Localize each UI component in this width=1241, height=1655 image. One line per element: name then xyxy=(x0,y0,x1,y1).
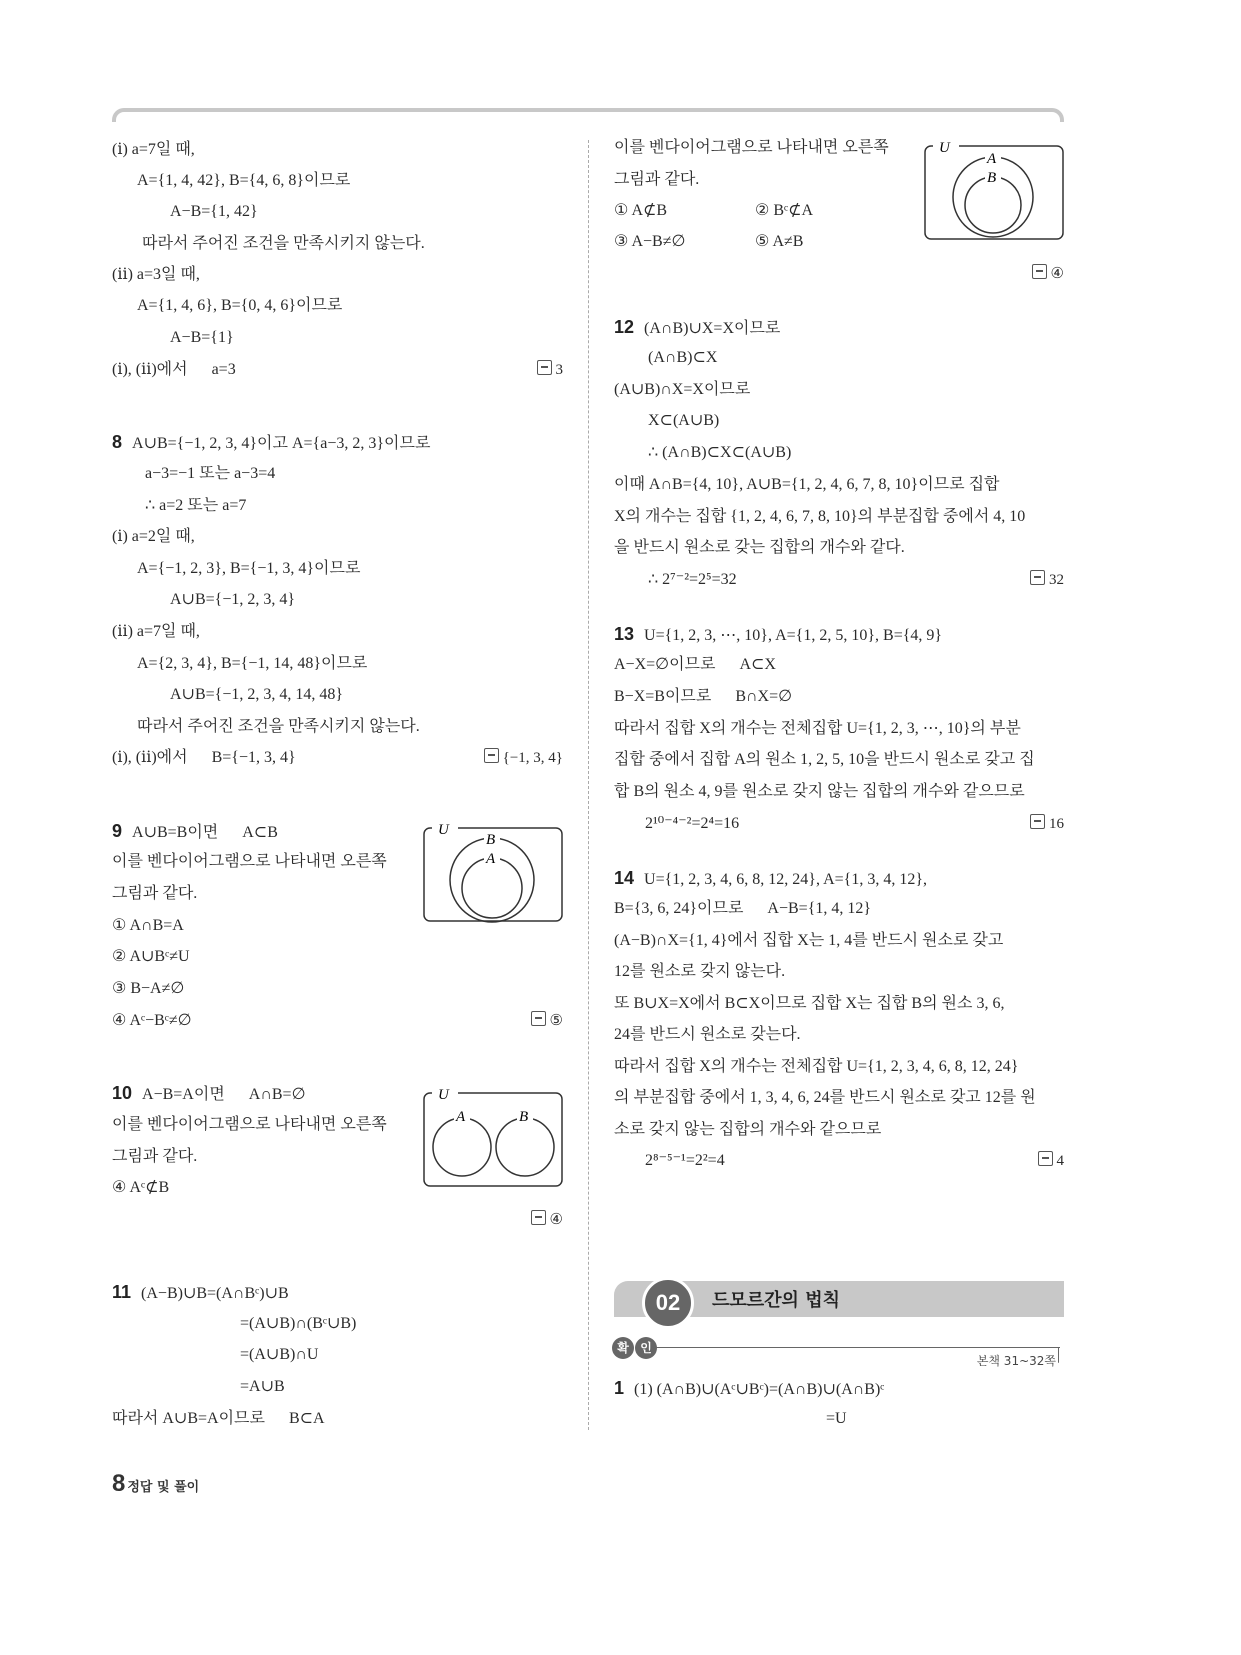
problem-number: 1 xyxy=(614,1378,625,1398)
check-divider xyxy=(656,1347,1060,1348)
text-line: A∪B={−1, 2, 3, 4, 14, 48} xyxy=(170,686,344,703)
text-line: =(A∪B)∩(Bᶜ∪B) xyxy=(240,1315,357,1332)
problem-number: 13 xyxy=(614,624,635,644)
section-title: 드모르간의 법칙 xyxy=(712,1290,840,1311)
text-line: 이를 벤다이어그램으로 나타내면 오른쪽 xyxy=(614,139,889,156)
text-line: 따라서 주어진 조건을 만족시키지 않는다. xyxy=(142,235,425,252)
textbook-page-reference: 본책 31~32쪽 xyxy=(976,1354,1056,1368)
answer-icon xyxy=(1032,264,1047,279)
answer-mark xyxy=(1030,814,1064,833)
problem-9-line xyxy=(112,821,278,843)
text-line: 따라서 집합 X의 개수는 전체집합 U={1, 2, 3, ⋯, 10}의 부분 xyxy=(614,720,1021,737)
text-line: 그림과 같다. xyxy=(112,1148,198,1165)
text-line: ② A∪Bᶜ≠U xyxy=(112,948,190,965)
text-line: 또 B∪X=X에서 B⊂X이므로 집합 X는 집합 B의 원소 3, 6, xyxy=(614,995,1005,1012)
text-line: 따라서 집합 X의 개수는 전체집합 U={1, 2, 3, 4, 6, 8, 12, 24} xyxy=(614,1058,1019,1075)
text-line: A−B={1, 42} xyxy=(170,203,258,220)
venn-label: A xyxy=(486,851,496,867)
text-line: A={2, 3, 4}, B={−1, 14, 48}이므로 xyxy=(137,655,368,672)
text: (A−B)∪B=(A∩Bᶜ)∪B xyxy=(141,1285,289,1302)
text-line: A−X=∅이므로 A⊂X xyxy=(614,656,776,673)
text-line: =A∪B xyxy=(240,1378,285,1395)
venn-label: B xyxy=(519,1109,529,1125)
answer-value: {−1, 3, 4} xyxy=(502,750,563,766)
answer-icon xyxy=(531,1210,546,1225)
venn-diagram-nested xyxy=(420,818,568,926)
answer-value: 16 xyxy=(1049,816,1064,832)
answer-mark xyxy=(531,1011,563,1030)
venn-label: A xyxy=(456,1109,466,1125)
text-line: ∴ (A∩B)⊂X⊂(A∪B) xyxy=(648,444,792,461)
text-line: ③ A−B≠∅ xyxy=(614,233,686,250)
answer-mark xyxy=(1032,264,1064,283)
text: A∪B={−1, 2, 3, 4}이고 A={a−3, 2, 3}이므로 xyxy=(132,435,431,452)
answer-mark xyxy=(1038,1151,1065,1170)
venn-label: B xyxy=(987,170,997,186)
answer-value: 32 xyxy=(1049,572,1064,588)
problem-number: 11 xyxy=(112,1282,132,1302)
answer-icon xyxy=(484,748,499,763)
text-line: 24를 반드시 원소로 갖는다. xyxy=(614,1026,801,1043)
problem-10-line xyxy=(112,1083,306,1105)
venn-diagram-disjoint xyxy=(420,1083,568,1191)
venn-label: U xyxy=(939,140,950,156)
text: U={1, 2, 3, ⋯, 10}, A={1, 2, 5, 10}, B={4, 9} xyxy=(644,627,943,644)
text-line: ② Bᶜ⊄A xyxy=(755,202,814,219)
answer-value: ⑤ xyxy=(549,1013,563,1029)
answer-value: 3 xyxy=(555,362,563,378)
text-line: ③ B−A≠∅ xyxy=(112,980,185,997)
venn-label: U xyxy=(438,1087,449,1103)
problem-13-line xyxy=(614,624,942,646)
text-line: 합 B의 원소 4, 9를 원소로 갖지 않는 집합의 개수와 같으므로 xyxy=(614,783,1025,800)
text-line: A={−1, 2, 3}, B={−1, 3, 4}이므로 xyxy=(137,560,361,577)
text-line: (A∪B)∩X=X이므로 xyxy=(614,381,751,398)
page-number: 8 xyxy=(112,1470,126,1497)
text-line: 그림과 같다. xyxy=(614,171,700,188)
problem-14-line xyxy=(614,868,927,890)
column-divider xyxy=(588,140,589,1430)
answer-icon xyxy=(1038,1151,1053,1166)
text-line: 이때 A∩B={4, 10}, A∪B={1, 2, 4, 6, 7, 8, 10}이므로 집합 xyxy=(614,476,1000,493)
answer-mark xyxy=(537,360,564,379)
answer-mark xyxy=(1030,570,1064,589)
problem-number: 9 xyxy=(112,821,123,841)
text-line: 2⁸⁻⁵⁻¹=2²=4 xyxy=(645,1152,725,1169)
text-line: a−3=−1 또는 a−3=4 xyxy=(145,465,276,482)
text-line: 소로 갖지 않는 집합의 개수와 같으므로 xyxy=(614,1121,882,1138)
check-badge: 확 xyxy=(612,1337,634,1359)
section-number-badge: 02 xyxy=(642,1277,694,1329)
text-line: B−X=B이므로 B∩X=∅ xyxy=(614,688,793,705)
text: (1) (A∩B)∪(Aᶜ∪Bᶜ)=(A∩B)∪(A∩B)ᶜ xyxy=(634,1381,885,1398)
text: A∪B=B이면 A⊂B xyxy=(132,824,278,841)
text: (A∩B)∪X=X이므로 xyxy=(644,320,781,337)
text-line: 12를 원소로 갖지 않는다. xyxy=(614,963,786,980)
text-line: 이를 벤다이어그램으로 나타내면 오른쪽 xyxy=(112,853,387,870)
problem-number: 8 xyxy=(112,432,123,452)
text-line: X의 개수는 집합 {1, 2, 4, 6, 7, 8, 10}의 부분집합 중에서 4, 10 xyxy=(614,508,1026,525)
problem-8-line xyxy=(112,432,430,454)
text-line: (ⅰ) a=7일 때, xyxy=(112,141,195,158)
text-line: 을 반드시 원소로 갖는 집합의 개수와 같다. xyxy=(614,539,905,556)
question-1-line xyxy=(614,1378,884,1400)
text: U={1, 2, 3, 4, 6, 8, 12, 24}, A={1, 3, 4, 12}, xyxy=(644,871,928,888)
text: A−B=A이면 A∩B=∅ xyxy=(142,1086,306,1103)
text-line: A={1, 4, 42}, B={4, 6, 8}이므로 xyxy=(137,172,351,189)
set-circle xyxy=(953,157,1033,237)
text-line: 2¹⁰⁻⁴⁻²=2⁴=16 xyxy=(645,815,740,832)
text-line: ∴ 2⁷⁻²=2⁵=32 xyxy=(648,571,737,588)
text-line: ④ Aᶜ⊄B xyxy=(112,1179,170,1196)
text-line: A={1, 4, 6}, B={0, 4, 6}이므로 xyxy=(137,297,343,314)
answer-value: ④ xyxy=(549,1212,563,1228)
venn-diagram-nested xyxy=(921,136,1069,244)
text-line: A∪B={−1, 2, 3, 4} xyxy=(170,591,296,608)
text-line: 따라서 주어진 조건을 만족시키지 않는다. xyxy=(137,718,420,735)
answer-icon xyxy=(531,1011,546,1026)
text-line: ⑤ A≠B xyxy=(755,233,804,250)
text-line: (A∩B)⊂X xyxy=(648,349,718,366)
answer-icon xyxy=(1030,570,1045,585)
text-line: ① A⊄B xyxy=(614,202,668,219)
answer-icon xyxy=(537,360,552,375)
text-line: =U xyxy=(826,1410,847,1427)
problem-11-line xyxy=(112,1282,289,1304)
text-line: ∴ a=2 또는 a=7 xyxy=(145,497,247,514)
text-line: 그림과 같다. xyxy=(112,885,198,902)
answer-mark xyxy=(484,748,563,767)
universal-set-box xyxy=(424,1093,562,1186)
text-line: 의 부분집합 중에서 1, 3, 4, 6, 24를 반드시 원소로 갖고 12를 원 xyxy=(614,1089,1036,1106)
problem-number: 10 xyxy=(112,1083,133,1103)
set-circle xyxy=(462,858,522,918)
text-line: (ⅱ) a=3일 때, xyxy=(112,266,200,283)
answer-value: 4 xyxy=(1056,1153,1064,1169)
text-line: ① A∩B=A xyxy=(112,917,184,934)
problem-number: 12 xyxy=(614,317,635,337)
answer-icon xyxy=(1030,814,1045,829)
text-line: 집합 중에서 집합 A의 원소 1, 2, 5, 10을 반드시 원소로 갖고 집 xyxy=(614,751,1035,768)
check-badge: 인 xyxy=(635,1337,657,1359)
venn-label: U xyxy=(438,822,449,838)
text-line: 이를 벤다이어그램으로 나타내면 오른쪽 xyxy=(112,1116,387,1133)
problem-number: 14 xyxy=(614,868,635,888)
problem-12-line xyxy=(614,317,780,339)
text-line: ④ Aᶜ−Bᶜ≠∅ xyxy=(112,1012,192,1029)
text-line: (ⅰ), (ⅱ)에서 a=3 xyxy=(112,361,236,378)
venn-label: A xyxy=(987,151,997,167)
text-line: =(A∪B)∩U xyxy=(240,1346,319,1363)
answer-value: ④ xyxy=(1050,266,1064,282)
set-circle xyxy=(496,1118,554,1176)
text-line: (ⅰ) a=2일 때, xyxy=(112,528,195,545)
text-line: (ⅱ) a=7일 때, xyxy=(112,623,200,640)
venn-label: B xyxy=(486,832,496,848)
set-circle xyxy=(433,1118,491,1176)
footer-title: 정답 및 풀이 xyxy=(127,1480,200,1495)
text-line: (ⅰ), (ⅱ)에서 B={−1, 3, 4} xyxy=(112,749,296,766)
answer-mark xyxy=(531,1210,563,1229)
top-border xyxy=(112,108,1064,122)
page-footer xyxy=(112,1470,199,1498)
text-line: 따라서 A∪B=A이므로 B⊂A xyxy=(112,1410,325,1427)
text-line: A−B={1} xyxy=(170,329,234,346)
text-line: B={3, 6, 24}이므로 A−B={1, 4, 12} xyxy=(614,900,872,917)
check-bracket xyxy=(1058,1347,1059,1363)
text-line: X⊂(A∪B) xyxy=(648,412,720,429)
text-line: (A−B)∩X={1, 4}에서 집합 X는 1, 4를 반드시 원소로 갖고 xyxy=(614,932,1004,949)
